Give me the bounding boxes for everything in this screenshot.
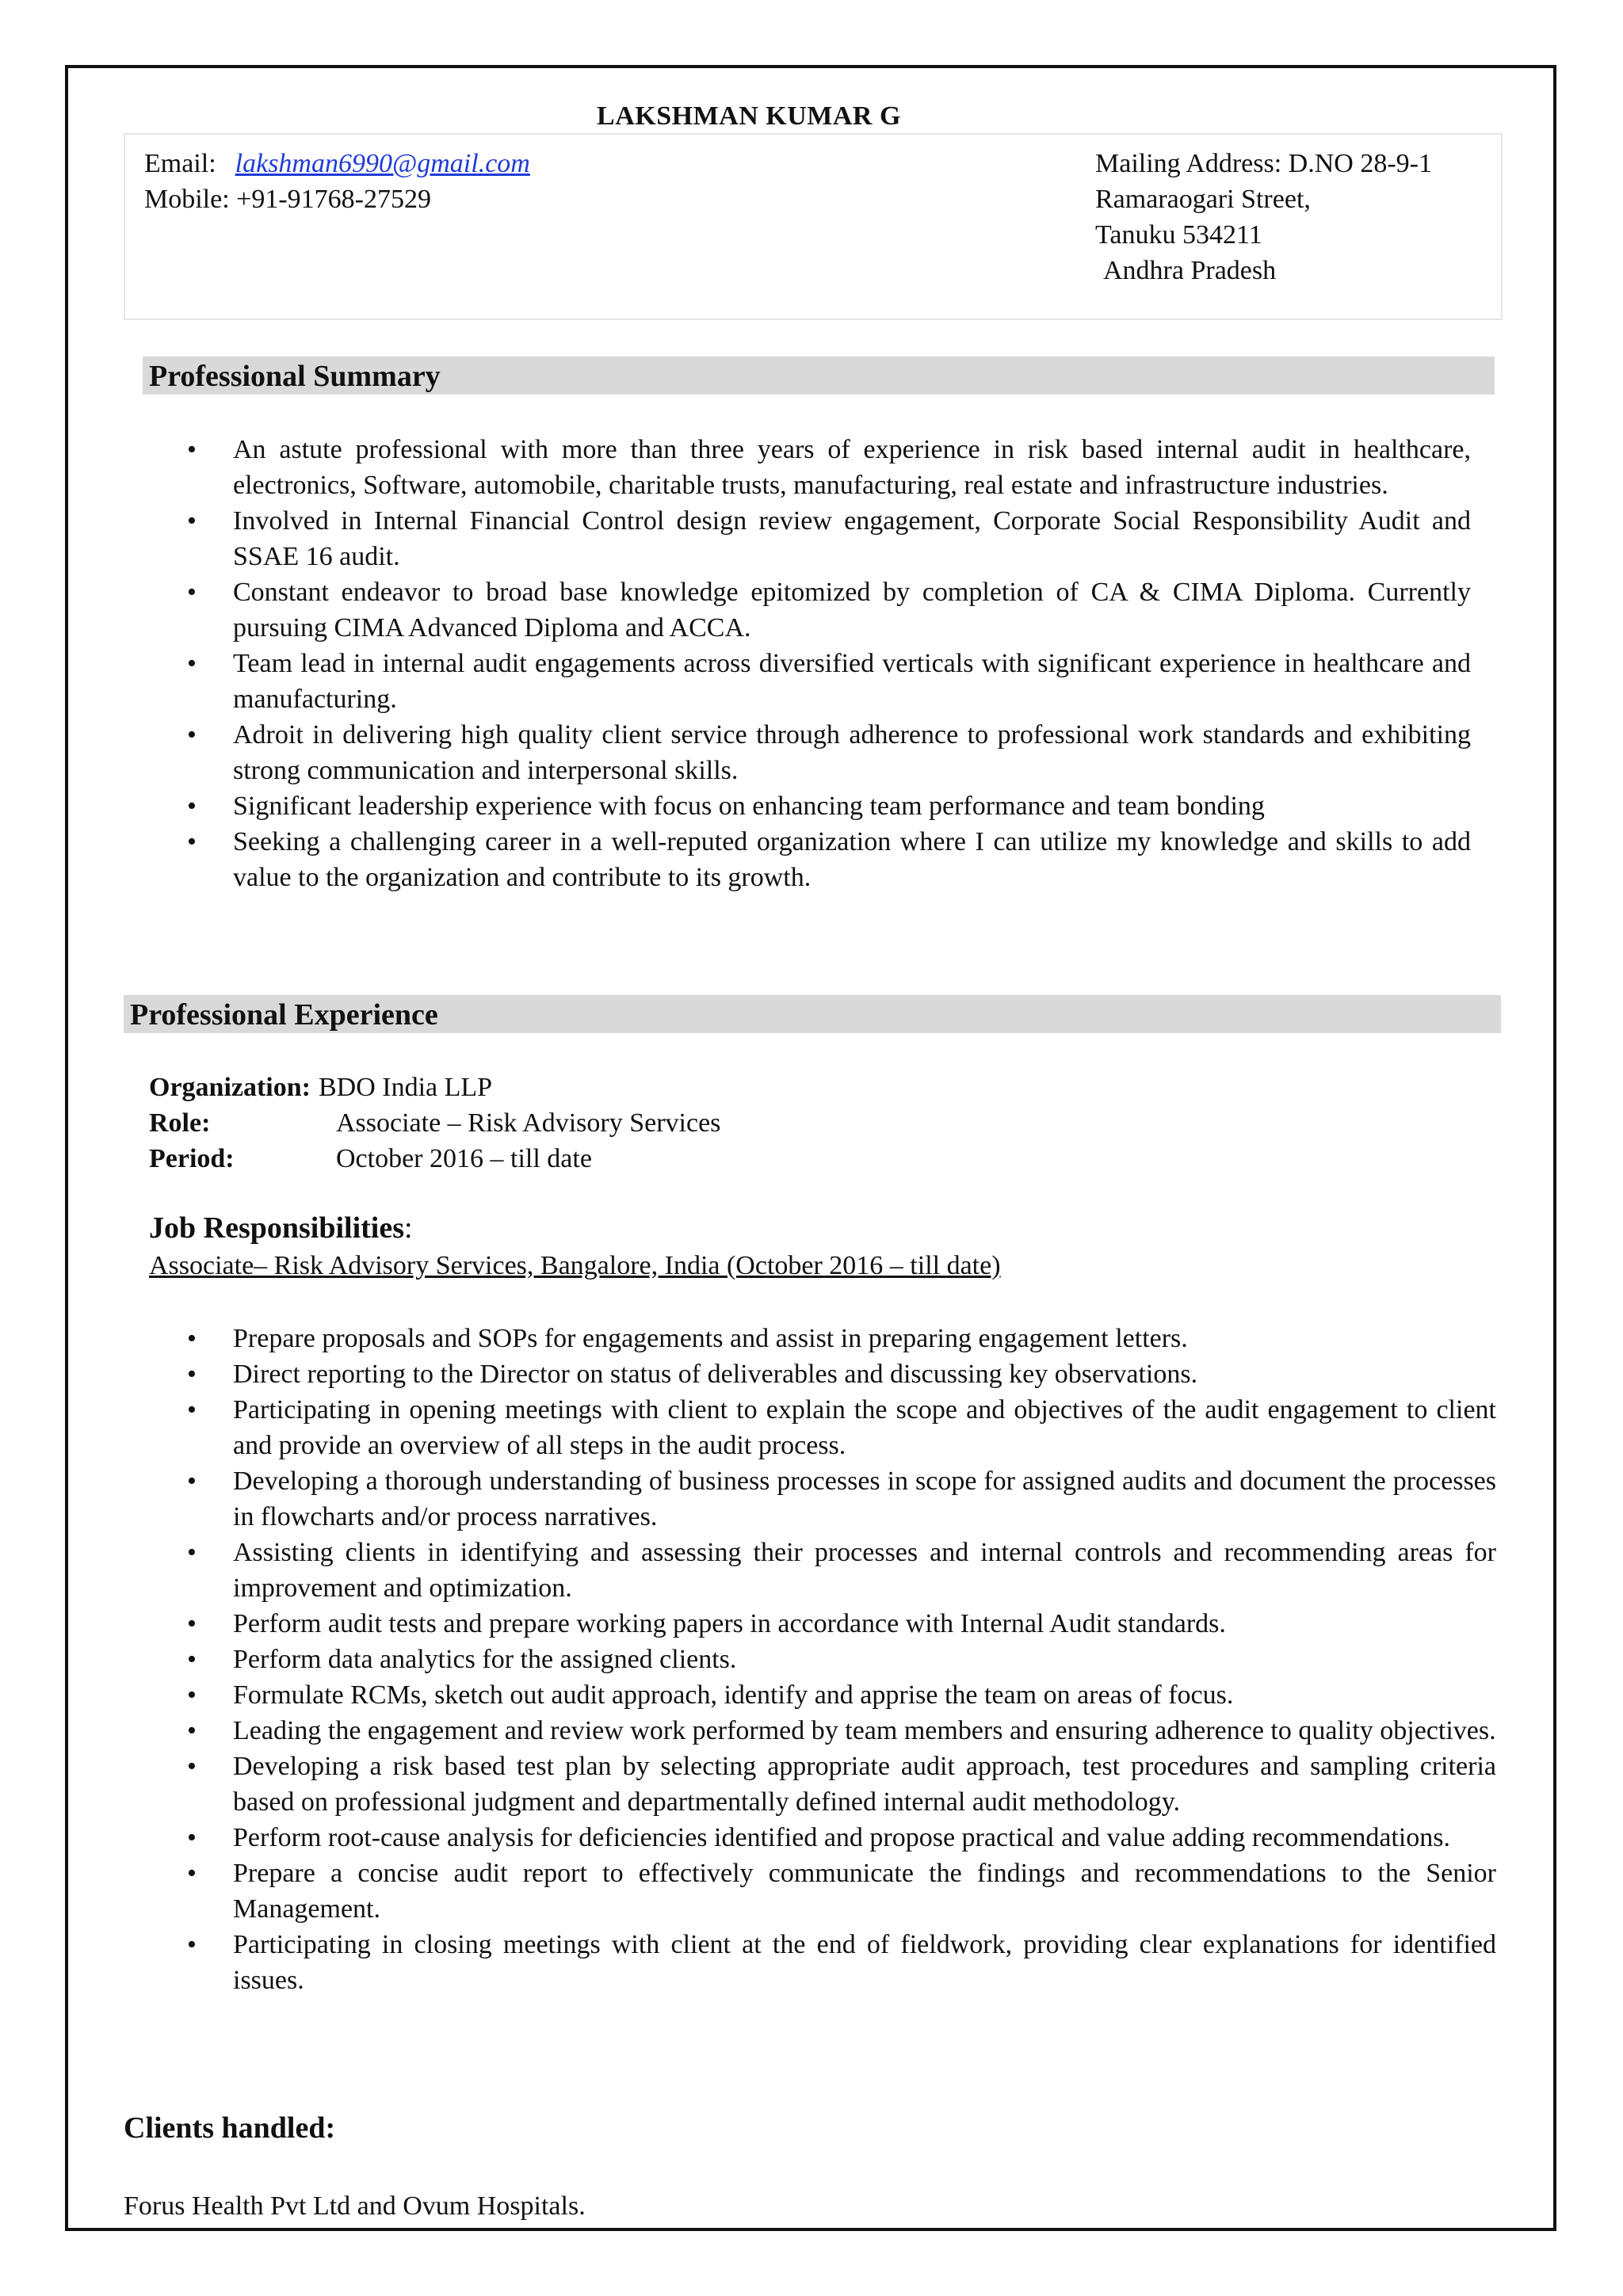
organization-value: BDO India LLP xyxy=(318,1073,493,1102)
candidate-name: LAKSHMAN KUMAR G xyxy=(597,101,901,131)
mobile-line: Mobile: +91-91768-27529 xyxy=(144,185,431,214)
period-label: Period: xyxy=(149,1144,235,1173)
list-item: • Prepare proposals and SOPs for engagements and assist in preparing engagement letters. xyxy=(233,1321,1496,1356)
period-row xyxy=(149,1141,720,1177)
organization-row xyxy=(149,1070,720,1105)
list-item: • Perform data analytics for the assigned clients. xyxy=(233,1642,1496,1677)
responsibilities-list xyxy=(233,1321,1496,1998)
list-item: • Constant endeavor to broad base knowledge epitomized by completion of CA & CIMA Diploma. Currently pursuing CIMA Advanced Diploma and ACCA. xyxy=(233,574,1471,646)
address-line: Andhra Pradesh xyxy=(1103,256,1277,285)
address-line: Mailing Address: D.NO 28-9-1 xyxy=(1095,149,1432,178)
list-item: • Participating in opening meetings with client to explain the scope and objectives of the audit engagement to client and provide an overview of all steps in the audit process. xyxy=(233,1392,1496,1463)
list-item: • Formulate RCMs, sketch out audit approach, identify and apprise the team on areas of focus. xyxy=(233,1677,1496,1713)
address-line: Tanuku 534211 xyxy=(1095,220,1262,250)
list-item: • Participating in closing meetings with client at the end of fieldwork, providing clear explanations for identified issues. xyxy=(233,1927,1496,1998)
list-item: • Involved in Internal Financial Control design review engagement, Corporate Social Responsibility Audit and SSAE 16 audit. xyxy=(233,503,1471,574)
professional-experience-heading: Professional Experience xyxy=(124,995,1501,1033)
list-item: • Seeking a challenging career in a well-reputed organization where I can utilize my knowledge and skills to add value to the organization and contribute to its growth. xyxy=(233,824,1471,895)
list-item: • Team lead in internal audit engagements across diversified verticals with significant experience in healthcare and manufacturing. xyxy=(233,646,1471,717)
job-subtitle: Associate– Risk Advisory Services, Bangalore, India (October 2016 – till date) xyxy=(149,1251,1001,1280)
email-link[interactable]: lakshman6990@gmail.com xyxy=(235,149,530,178)
mailing-address xyxy=(1095,146,1432,288)
list-item: • Significant leadership experience with focus on enhancing team performance and team bonding xyxy=(233,788,1471,824)
clients-handled-heading: Clients handled: xyxy=(124,2111,336,2145)
role-value: Associate – Risk Advisory Services xyxy=(336,1108,721,1138)
summary-list xyxy=(233,432,1471,895)
role-row xyxy=(149,1105,720,1141)
list-item: • Developing a risk based test plan by selecting appropriate audit approach, test procedures and sampling criteria based on professional judgment and departmentally defined internal audit methodology. xyxy=(233,1749,1496,1820)
address-line: Ramaraogari Street, xyxy=(1095,185,1311,214)
list-item: • Prepare a concise audit report to effectively communicate the findings and recommendations to the Senior Management. xyxy=(233,1855,1496,1927)
list-item: • Leading the engagement and review work performed by team members and ensuring adherence to quality objectives. xyxy=(233,1713,1496,1749)
list-item: • Developing a thorough understanding of business processes in scope for assigned audits and document the processes in flowcharts and/or process narratives. xyxy=(233,1463,1496,1535)
contact-left xyxy=(144,146,530,217)
organization-details xyxy=(149,1070,720,1177)
list-item: • Perform audit tests and prepare working papers in accordance with Internal Audit standards. xyxy=(233,1606,1496,1642)
list-item: • Direct reporting to the Director on status of deliverables and discussing key observations. xyxy=(233,1356,1496,1392)
job-title-colon: : xyxy=(404,1211,413,1245)
email-line xyxy=(144,146,530,181)
clients-handled-text: Forus Health Pvt Ltd and Ovum Hospitals. xyxy=(124,2191,586,2221)
email-label: Email: xyxy=(144,149,216,178)
list-item: • An astute professional with more than three years of experience in risk based internal audit in healthcare, electronics, Software, automobile, charitable trusts, manufacturing, real estate and infrastructure industries. xyxy=(233,432,1471,503)
professional-summary-heading: Professional Summary xyxy=(143,357,1495,395)
role-label: Role: xyxy=(149,1108,211,1138)
contact-box xyxy=(124,133,1503,320)
list-item: • Assisting clients in identifying and assessing their processes and internal controls and recommending areas for improvement and optimization. xyxy=(233,1535,1496,1606)
organization-label: Organization: xyxy=(149,1073,311,1102)
list-item: • Perform root-cause analysis for deficiencies identified and propose practical and value adding recommendations. xyxy=(233,1820,1496,1855)
list-item: • Adroit in delivering high quality client service through adherence to professional work standards and exhibiting strong communication and interpersonal skills. xyxy=(233,717,1471,788)
period-value: October 2016 – till date xyxy=(336,1144,592,1173)
job-title-text: Job Responsibilities xyxy=(149,1211,405,1245)
job-responsibilities-heading xyxy=(149,1211,413,1246)
